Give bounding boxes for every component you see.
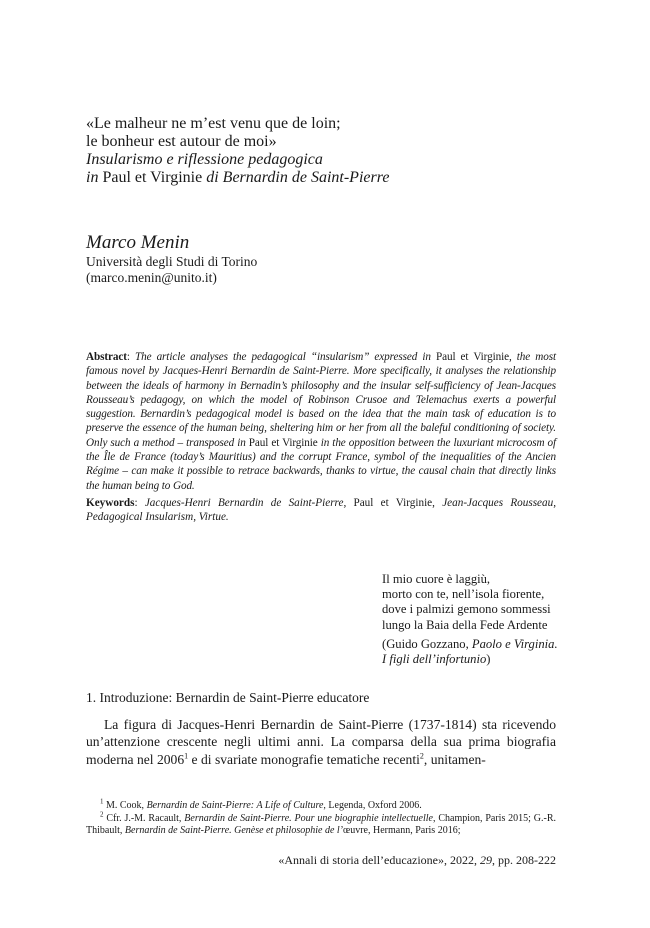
abstract-label: Abstract bbox=[86, 351, 127, 363]
footnote-2 bbox=[86, 810, 556, 838]
epigraph-source-title: Paolo e Virginia. I figli dell’infortunio bbox=[382, 636, 558, 667]
footnote-2-text-a: Cfr. J.-M. Racault, bbox=[103, 812, 185, 824]
abstract-text-1: The article analyses the pedagogical “insularism” expressed in bbox=[134, 351, 431, 363]
journal-name: «Annali di storia dell’educazione», 2022, bbox=[278, 853, 480, 867]
footnotes bbox=[86, 797, 556, 838]
body-text-part-3: , unitamen- bbox=[423, 751, 486, 767]
section-heading: 1. Introduzione: Bernardin de Saint-Pierre educatore bbox=[86, 690, 370, 705]
footnote-2-title-1: Bernardin de Saint-Pierre. Pour une biographie intellectuelle bbox=[184, 812, 433, 824]
footnote-2-text-c: , Champion, Paris 2015; G.-R. Thibault, bbox=[86, 812, 556, 836]
journal-citation bbox=[262, 853, 556, 867]
footnote-1 bbox=[86, 797, 556, 813]
footnote-1-text-a: M. Cook, bbox=[103, 800, 147, 811]
footnote-ref-1[interactable]: 1 bbox=[184, 751, 189, 761]
body-text-part-1: La figura di Jacques-Henri Bernardin de Saint-Pierre (1737-1814) sta ricevendo un’attenzione crescente negli ultimi anni. La comparsa della sua prima biografia moderna nel 2006 bbox=[86, 717, 556, 767]
footnote-1-title: Bernardin de Saint-Pierre: A Life of Culture bbox=[146, 800, 324, 811]
abstract: Abstract: The article analyses the pedagogical “insularism” expressed in Paul et Virginie, the most famous novel by Jacques-Henri Bernardin de Saint-Pierre. More specifically, it analyses the relationship between the ideals of harmony in Bernadin’s philosophy and the insular self-sufficiency of Jean-Jacques Rousseau’s pedagogy, on which the model of Robinson Crusoe and Telemachus exerts a powerful suggestion. Bernardin’s pedagogical model is based on the idea that the main task of education is to preserve the essence of the human being, sheltering him or her from all the baleful conditioning of society. Only such a method – transposed in Paul et Virginie in the opposition between the luxuriant microcosm of the Île de France (today’s Mauritius) and the corrupt France, symbol of the inequalities of the Ancien Régime – can make it possible to retrace backwards, thanks to virtue, the causal chain that directly links the human being to God. bbox=[86, 351, 556, 492]
subtitle-line-1: Insularismo e riflessione pedagogica bbox=[86, 151, 323, 168]
subtitle-line-2 bbox=[86, 169, 556, 187]
epigraph-source-author: (Guido Gozzano, bbox=[382, 636, 472, 651]
subtitle-novel-title: Paul et Virginie bbox=[98, 169, 207, 186]
keywords: Keywords: Jacques-Henri Bernardin de Saint-Pierre, Paul et Virginie, Jean-Jacques Rousseau, Pedagogical Insularism, Virtue. bbox=[86, 497, 557, 524]
epigraph-verse-4: lungo la Baia della Fede Ardente bbox=[382, 617, 548, 632]
footnote-2-text-e: œuvre, Hermann, Paris 2016; bbox=[343, 825, 461, 836]
subtitle-in: in bbox=[86, 169, 99, 186]
subtitle-author: di Bernardin de Saint-Pierre bbox=[206, 169, 390, 186]
epigraph-verse-1: Il mio cuore è laggiù, bbox=[382, 572, 491, 586]
footnote-1-text-c: , Legenda, Oxford 2006. bbox=[323, 800, 422, 811]
footnote-2-title-2: Bernardin de Saint-Pierre. Genèse et philosophie de l’ bbox=[124, 825, 343, 836]
footnote-number-1: 1 bbox=[100, 797, 104, 806]
footnote-number-2: 2 bbox=[100, 810, 104, 819]
abstract-novel-title-1: Paul et Virginie bbox=[430, 351, 509, 363]
author-name: Marco Menin bbox=[86, 232, 190, 253]
article-title bbox=[86, 115, 556, 187]
body-text bbox=[86, 716, 556, 768]
keywords-text-1: Jacques-Henri Bernardin de Saint-Pierre, bbox=[144, 497, 347, 509]
journal-volume: 29 bbox=[480, 853, 492, 867]
epigraph-verse-2: morto con te, nell’isola fiorente, bbox=[382, 587, 545, 602]
epigraph-source bbox=[382, 637, 562, 667]
body-paragraph bbox=[86, 716, 556, 768]
footnote-ref-2[interactable]: 2 bbox=[419, 751, 424, 761]
abstract-text-2: , the most famous novel by Jacques-Henri Bernardin de Saint-Pierre. More specifically, it analyses the relationship between the ideals of harmony in Bernadin’s philosophy and the insular self-sufficiency of Jean-Jacques Rousseau’s pedagogy, on which the model of Robinson Crusoe and Telemachus exerts a powerful suggestion. Bernardin’s pedagogical model is based on the idea that the main task of education is to preserve the essence of the human being, sheltering him or her from all the baleful conditioning of society. Only such a method – transposed in bbox=[86, 351, 556, 449]
journal-pages: , pp. 208-222 bbox=[492, 853, 556, 867]
title-line-1: «Le malheur ne m’est venu que de loin; bbox=[86, 115, 341, 132]
keywords-text-2: Jean-Jacques Rousseau, Pedagogical Insularism, Virtue. bbox=[86, 497, 557, 524]
epigraph-source-close: ) bbox=[486, 652, 491, 667]
author-affiliation: Università degli Studi di Torino bbox=[86, 254, 258, 269]
epigraph-verse-3: dove i palmizi gemono sommessi bbox=[382, 602, 551, 617]
title-line-2: le bonheur est autour de moi» bbox=[86, 133, 277, 150]
keywords-label: Keywords bbox=[86, 497, 135, 509]
epigraph bbox=[382, 572, 562, 667]
author-email: (marco.menin@unito.it) bbox=[86, 270, 217, 285]
author-block bbox=[86, 232, 556, 286]
keywords-novel-title: Paul et Virginie, bbox=[346, 497, 443, 509]
abstract-text-3: in the opposition between the luxuriant microcosm of the Île de France (today’s Mauritius) and the corrupt France, symbol of the inequalities of the Ancien Régime – can make it possible to retrace backwards, thanks to virtue, the causal chain that directly links the human being to God. bbox=[86, 436, 556, 492]
abstract-novel-title-2: Paul et Virginie bbox=[245, 436, 321, 449]
body-text-part-2: e di svariate monografie tematiche recenti bbox=[188, 751, 420, 767]
